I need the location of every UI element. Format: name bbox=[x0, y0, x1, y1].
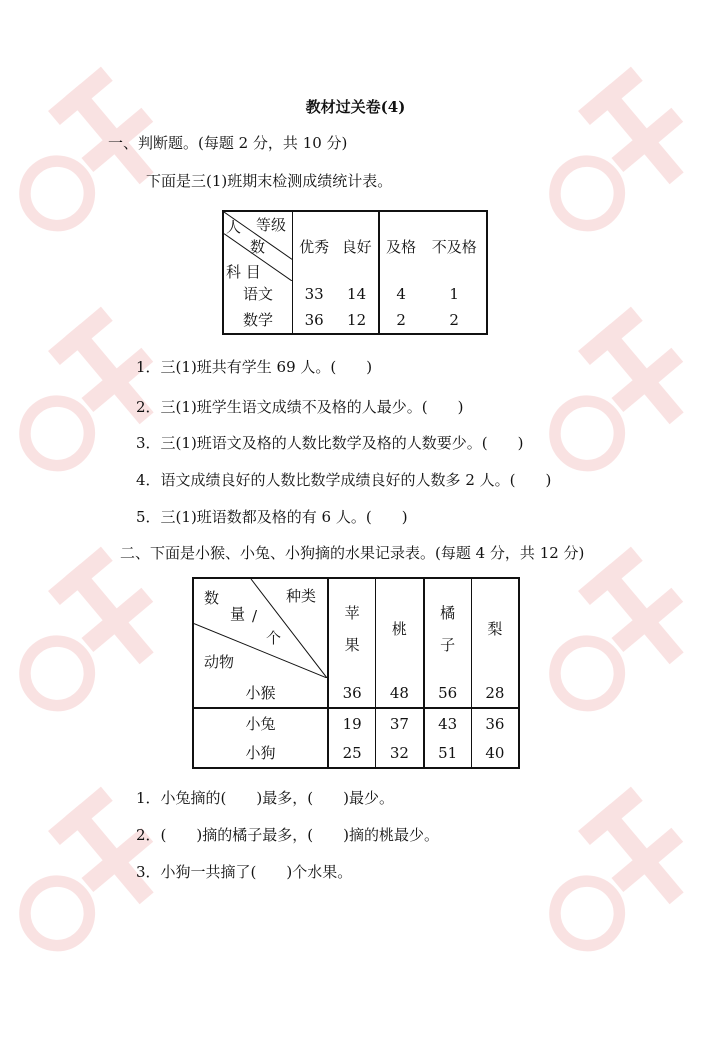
corner-label-kind: 种类 bbox=[286, 587, 317, 605]
table-cell: 2 bbox=[449, 310, 459, 329]
corner-label-person: 人 bbox=[226, 218, 242, 236]
table-cell: 56 bbox=[424, 678, 472, 708]
table-cell: 40 bbox=[485, 743, 505, 762]
table-cell: 48 bbox=[376, 678, 424, 708]
column-header: 不及格 bbox=[431, 238, 477, 256]
column-header: 优秀 bbox=[299, 238, 330, 256]
row-subject: 数学 bbox=[223, 307, 293, 334]
row-animal: 小猴 bbox=[193, 678, 328, 708]
corner-label-subject: 科 目 bbox=[226, 263, 261, 281]
question-2-1: 1．小兔摘的( )最多，( )最少。 bbox=[136, 789, 394, 807]
row-animal: 小兔 bbox=[193, 708, 328, 738]
table-cell: 33 bbox=[304, 284, 324, 303]
table-row bbox=[193, 678, 519, 708]
corner-label-number: 数 bbox=[204, 589, 220, 607]
corner-label-slash: / bbox=[252, 607, 258, 625]
column-header: 桃 bbox=[376, 578, 424, 678]
table-cell: 36 bbox=[304, 310, 324, 329]
column-header: 梨 bbox=[487, 619, 503, 638]
table-cell: 28 bbox=[485, 683, 505, 702]
row-animal: 小狗 bbox=[193, 738, 328, 768]
table-cell: 4 bbox=[396, 284, 406, 303]
corner-label-grade: 等级 bbox=[256, 216, 287, 234]
table-row bbox=[193, 708, 519, 738]
table-row bbox=[193, 738, 519, 768]
table-cell: 32 bbox=[376, 738, 424, 768]
table-cell: 43 bbox=[424, 708, 472, 738]
table-cell: 36 bbox=[471, 708, 519, 738]
watermark-logo bbox=[453, 233, 711, 557]
question-2-2: 2．( )摘的橘子最多，( )摘的桃最少。 bbox=[136, 826, 439, 844]
question-2: 2．三(1)班学生语文成绩不及格的人最少。( ) bbox=[136, 398, 464, 416]
watermark-logo bbox=[453, 0, 711, 317]
column-header: 苹 果 bbox=[328, 578, 376, 678]
section2-heading: 二、下面是小猴、小兔、小狗摘的水果记录表。(每题 4 分，共 12 分) bbox=[120, 544, 585, 562]
corner-label-count: 数 bbox=[250, 238, 266, 256]
corner-label-animal: 动物 bbox=[204, 653, 235, 671]
table-cell: 25 bbox=[328, 738, 376, 768]
column-header: 橘 子 bbox=[424, 578, 472, 678]
column-header: 及格 bbox=[386, 238, 417, 256]
question-5: 5．三(1)班语数都及格的有 6 人。( ) bbox=[136, 508, 408, 526]
fruit-table-corner bbox=[193, 578, 328, 678]
watermark-logo bbox=[0, 0, 247, 317]
fruit-table bbox=[192, 577, 520, 769]
table-cell: 14 bbox=[335, 281, 379, 307]
corner-label-amount: 量 bbox=[230, 605, 246, 623]
score-table-corner bbox=[223, 211, 293, 281]
section1-heading: 一、判断题。(每题 2 分，共 10 分) bbox=[108, 134, 348, 152]
table-cell: 19 bbox=[328, 708, 376, 738]
page-title: 教材过关卷(4) bbox=[305, 98, 406, 116]
row-subject: 语文 bbox=[223, 281, 293, 307]
score-table bbox=[222, 210, 488, 335]
question-1: 1．三(1)班共有学生 69 人。( ) bbox=[136, 358, 373, 376]
table-cell: 51 bbox=[424, 738, 472, 768]
question-4: 4．语文成绩良好的人数比数学成绩良好的人数多 2 人。( ) bbox=[136, 471, 552, 489]
table-cell: 37 bbox=[376, 708, 424, 738]
table-cell: 2 bbox=[396, 310, 406, 329]
section1-intro: 下面是三(1)班期末检测成绩统计表。 bbox=[146, 172, 393, 190]
question-2-3: 3．小狗一共摘了( )个水果。 bbox=[136, 863, 353, 881]
column-header: 良好 bbox=[335, 211, 379, 281]
corner-label-unit: 个 bbox=[266, 629, 282, 647]
table-row bbox=[223, 307, 487, 334]
table-row bbox=[223, 281, 487, 307]
question-3: 3．三(1)班语文及格的人数比数学及格的人数要少。( ) bbox=[136, 434, 524, 452]
table-cell: 36 bbox=[328, 678, 376, 708]
table-cell: 1 bbox=[449, 284, 459, 303]
table-cell: 12 bbox=[335, 307, 379, 334]
